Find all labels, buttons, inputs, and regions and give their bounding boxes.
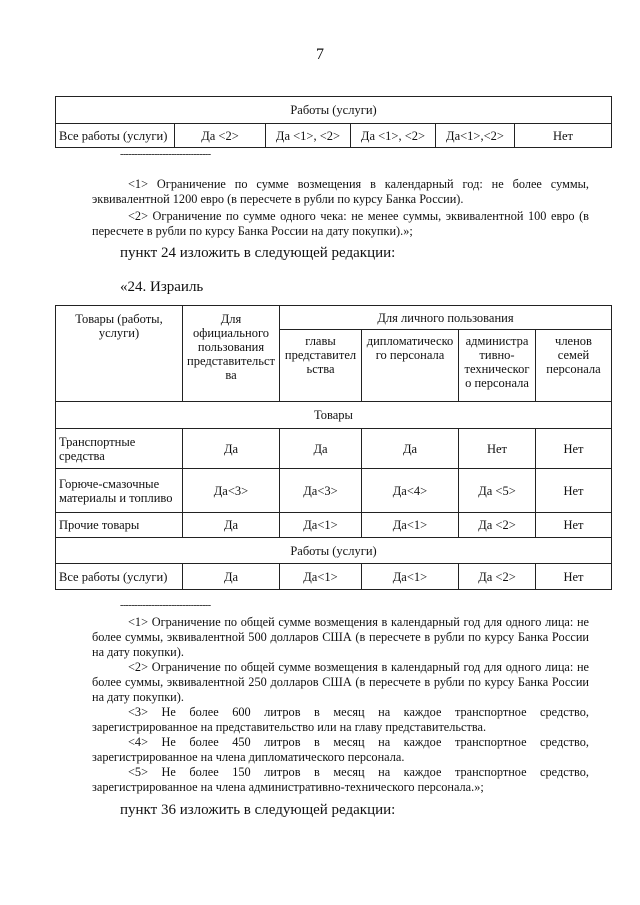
header-personal: Для личного пользования [280,306,612,330]
header-diplomatic: дипломатическо го персонала [362,330,459,402]
row-label: Горюче-смазочные материалы и топливо [56,469,183,513]
header-heads: главы представител ьства [280,330,362,402]
cell: Да [183,429,280,469]
cell: Да <2> [175,124,266,148]
footnotes-block-2 [92,615,589,795]
cell: Да<3> [280,469,362,513]
footnote-separator: -------------------------------- [120,600,211,611]
cell: Да<1>,<2> [436,124,515,148]
cell: Нет [536,429,612,469]
works-table-top [55,96,612,148]
cell: Да [280,429,362,469]
cell: Да <2> [459,513,536,538]
cell: Нет [536,469,612,513]
footnote-1: <1> Ограничение по сумме возмещения в календарный год: не более суммы, эквивалентной 1200 евро (в пересчете в рубли по курсу Банка России). [92,177,589,206]
cell: Да<1> [280,564,362,590]
row-label: Транспортные средства [56,429,183,469]
cell: Да<1> [362,564,459,590]
row-label: Прочие товары [56,513,183,538]
cell: Нет [536,513,612,538]
footnote-5: <5> Не более 150 литров в месяц на каждое транспортное средство, зарегистрированное на члена административно-технического персонала.»; [92,765,589,794]
page-number: 7 [316,46,324,63]
header-family: членов семей персонала [536,330,612,402]
section-header-works: Работы (услуги) [56,97,612,124]
cell: Да<4> [362,469,459,513]
footnote-1: <1> Ограничение по общей сумме возмещения в календарный год для одного лица: не более суммы, эквивалентной 500 долларов США (в пересчете в рубли по курсу Банка России на дату покупки). [92,615,589,659]
cell: Да <1>, <2> [351,124,436,148]
heading-israel: «24. Израиль [120,279,204,295]
footnote-2: <2> Ограничение по сумме одного чека: не менее суммы, эквивалентной 100 евро (в пересчете в рубли по курсу Банка России на дату покупки).»; [92,209,589,238]
cell: Да <2> [459,564,536,590]
row-label: Все работы (услуги) [56,124,175,148]
row-label: Все работы (услуги) [56,564,183,590]
cell: Да [183,513,280,538]
cell: Да <1>, <2> [266,124,351,148]
cell: Да<3> [183,469,280,513]
paragraph-36: пункт 36 изложить в следующей редакции: [120,802,396,818]
footnote-2: <2> Ограничение по общей сумме возмещения в календарный год для одного лица: не более суммы, эквивалентной 250 долларов США (в пересчете в рубли по курсу Банка России на дату покупки). [92,660,589,704]
footnote-3: <3> Не более 600 литров в месяц на каждое транспортное средство, зарегистрированное на представительство или на главу представительства. [92,705,589,734]
cell: Нет [536,564,612,590]
cell: Да<1> [362,513,459,538]
header-official: Для официального пользования представительст ва [183,306,280,402]
paragraph-24: пункт 24 изложить в следующей редакции: [120,245,396,261]
header-goods: Товары (работы, услуги) [56,306,183,402]
section-header-works: Работы (услуги) [56,538,612,564]
section-header-goods: Товары [56,402,612,429]
israel-table [55,305,612,590]
cell: Да <5> [459,469,536,513]
cell: Да [183,564,280,590]
header-admin: администра тивно-техническог о персонала [459,330,536,402]
footnotes-block-1 [92,177,589,239]
cell: Нет [459,429,536,469]
footnote-4: <4> Не более 450 литров в месяц на каждое транспортное средство, зарегистрированное на члена дипломатического персонала. [92,735,589,764]
cell: Нет [515,124,612,148]
cell: Да<1> [280,513,362,538]
footnote-separator: -------------------------------- [120,149,211,160]
cell: Да [362,429,459,469]
